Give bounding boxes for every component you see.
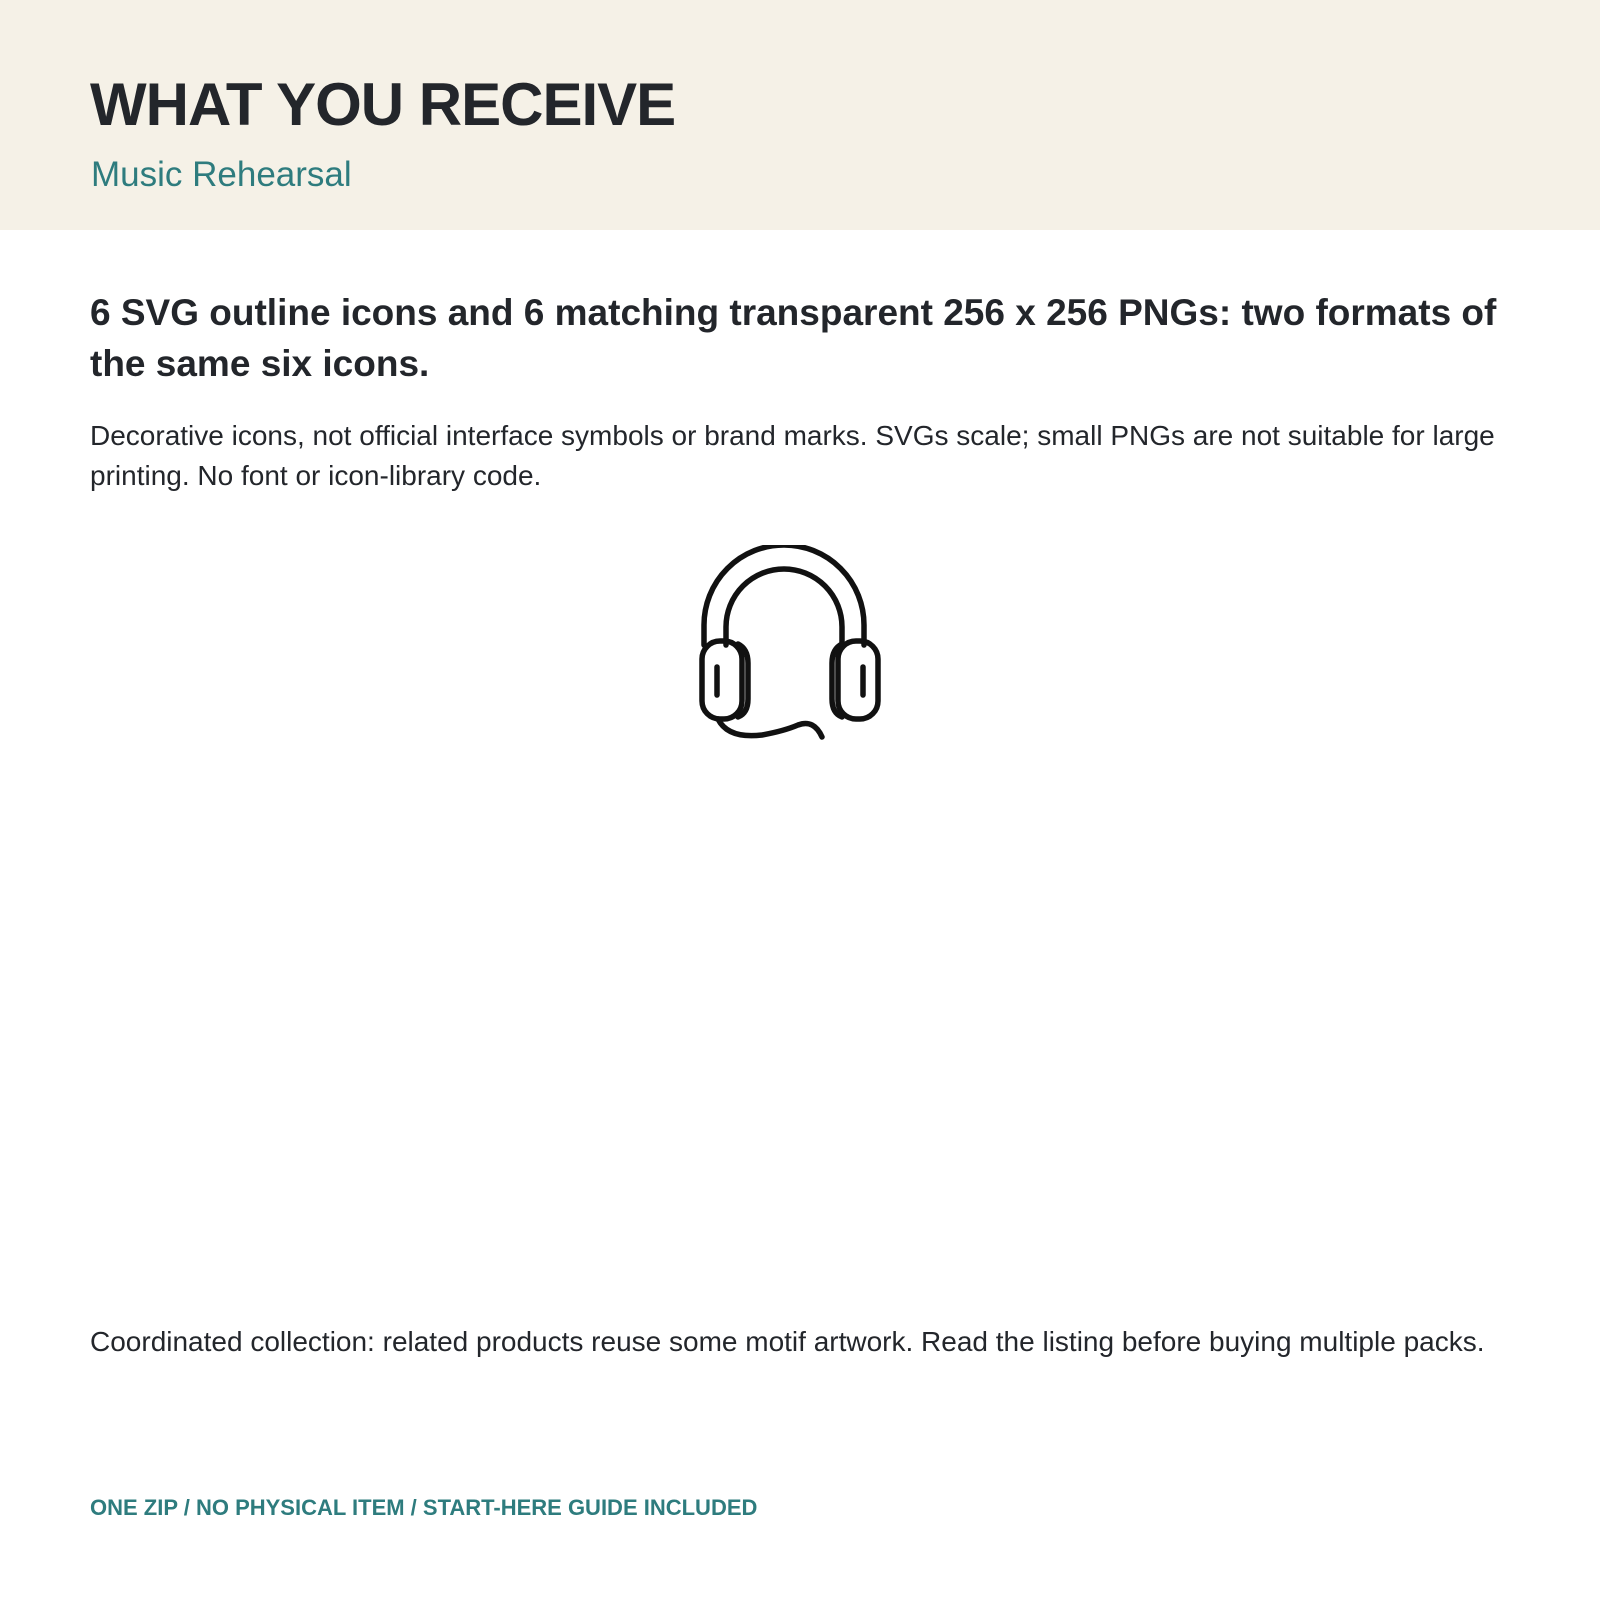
headset-icon [690, 545, 910, 765]
product-description: Decorative icons, not official interface symbols or brand marks. SVGs scale; small PNGs are not suitable for large printing. No font or icon-library code. [90, 420, 1495, 491]
collection-note: Coordinated collection: related products reuse some motif artwork. Read the listing before buying multiple packs. [90, 1326, 1485, 1357]
page-title: WHAT YOU RECEIVE [90, 71, 676, 138]
page-subtitle: Music Rehearsal [91, 155, 352, 194]
delivery-tag: ONE ZIP / NO PHYSICAL ITEM / START-HERE GUIDE INCLUDED [90, 1495, 758, 1520]
product-headline: 6 SVG outline icons and 6 matching transparent 256 x 256 PNGs: two formats of the same six icons. [90, 292, 1497, 384]
